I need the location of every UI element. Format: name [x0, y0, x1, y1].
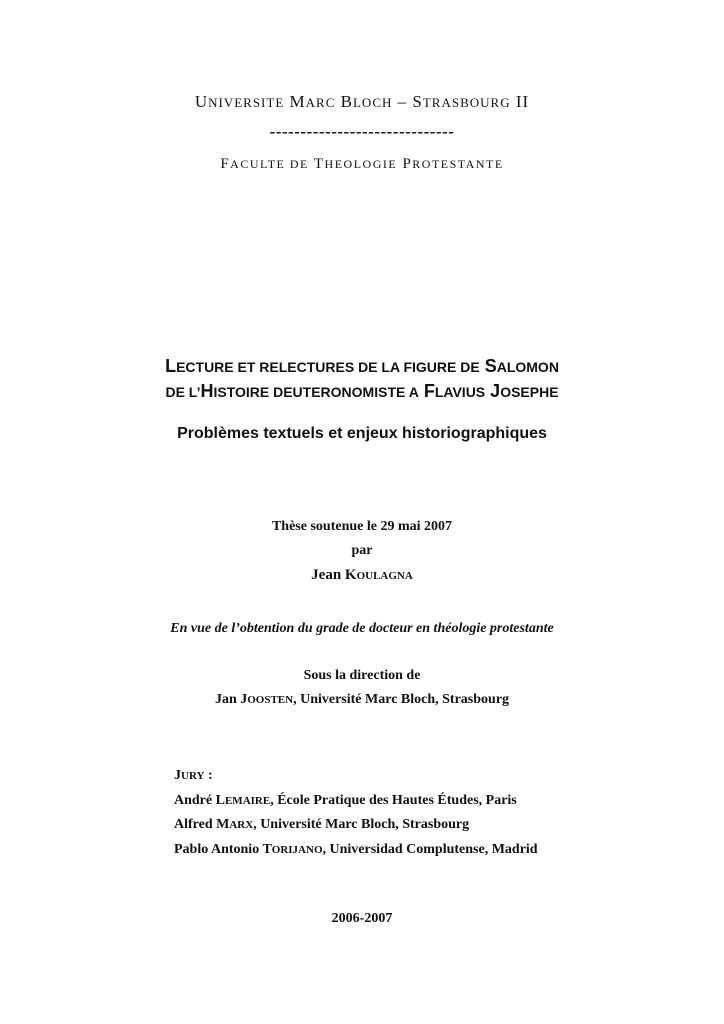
- university-name: UNIVERSITE MARC BLOCH – STRASBOURG II: [194, 92, 530, 111]
- thesis-title-line-1: LECTURE ET RELECTURES DE LA FIGURE DE SALOMON: [165, 356, 559, 376]
- defense-date: Thèse soutenue le 29 mai 2007: [271, 519, 453, 534]
- academic-year: 2006-2007: [331, 911, 393, 926]
- degree-purpose: En vue de l’obtention du grade de docteur en théologie protestante: [170, 621, 554, 636]
- jury-member: Pablo Antonio TORIJANO, Universidad Complutense, Madrid: [174, 841, 538, 857]
- jury-section: [174, 764, 538, 862]
- author-name: Jean KOULAGNA: [311, 567, 413, 583]
- jury-member: Alfred MARX, Université Marc Bloch, Strasbourg: [174, 817, 470, 832]
- header-divider: ------------------------------: [269, 122, 455, 141]
- jury-heading: JURY :: [174, 768, 213, 783]
- direction-label: Sous la direction de: [303, 668, 421, 683]
- faculty-name: FACULTE DE THEOLOGIE PROTESTANTE: [220, 156, 504, 172]
- director-name: Jan JOOSTEN, Université Marc Bloch, Strasbourg: [214, 692, 510, 707]
- thesis-subtitle: Problèmes textuels et enjeux historiographiques: [177, 425, 547, 442]
- jury-member: André LEMAIRE, École Pratique des Hautes Études, Paris: [174, 792, 517, 808]
- thesis-title-line-2: DE L’HISTOIRE DEUTERONOMISTE A FLAVIUS JOSEPHE: [165, 381, 559, 401]
- par-label: par: [351, 543, 373, 558]
